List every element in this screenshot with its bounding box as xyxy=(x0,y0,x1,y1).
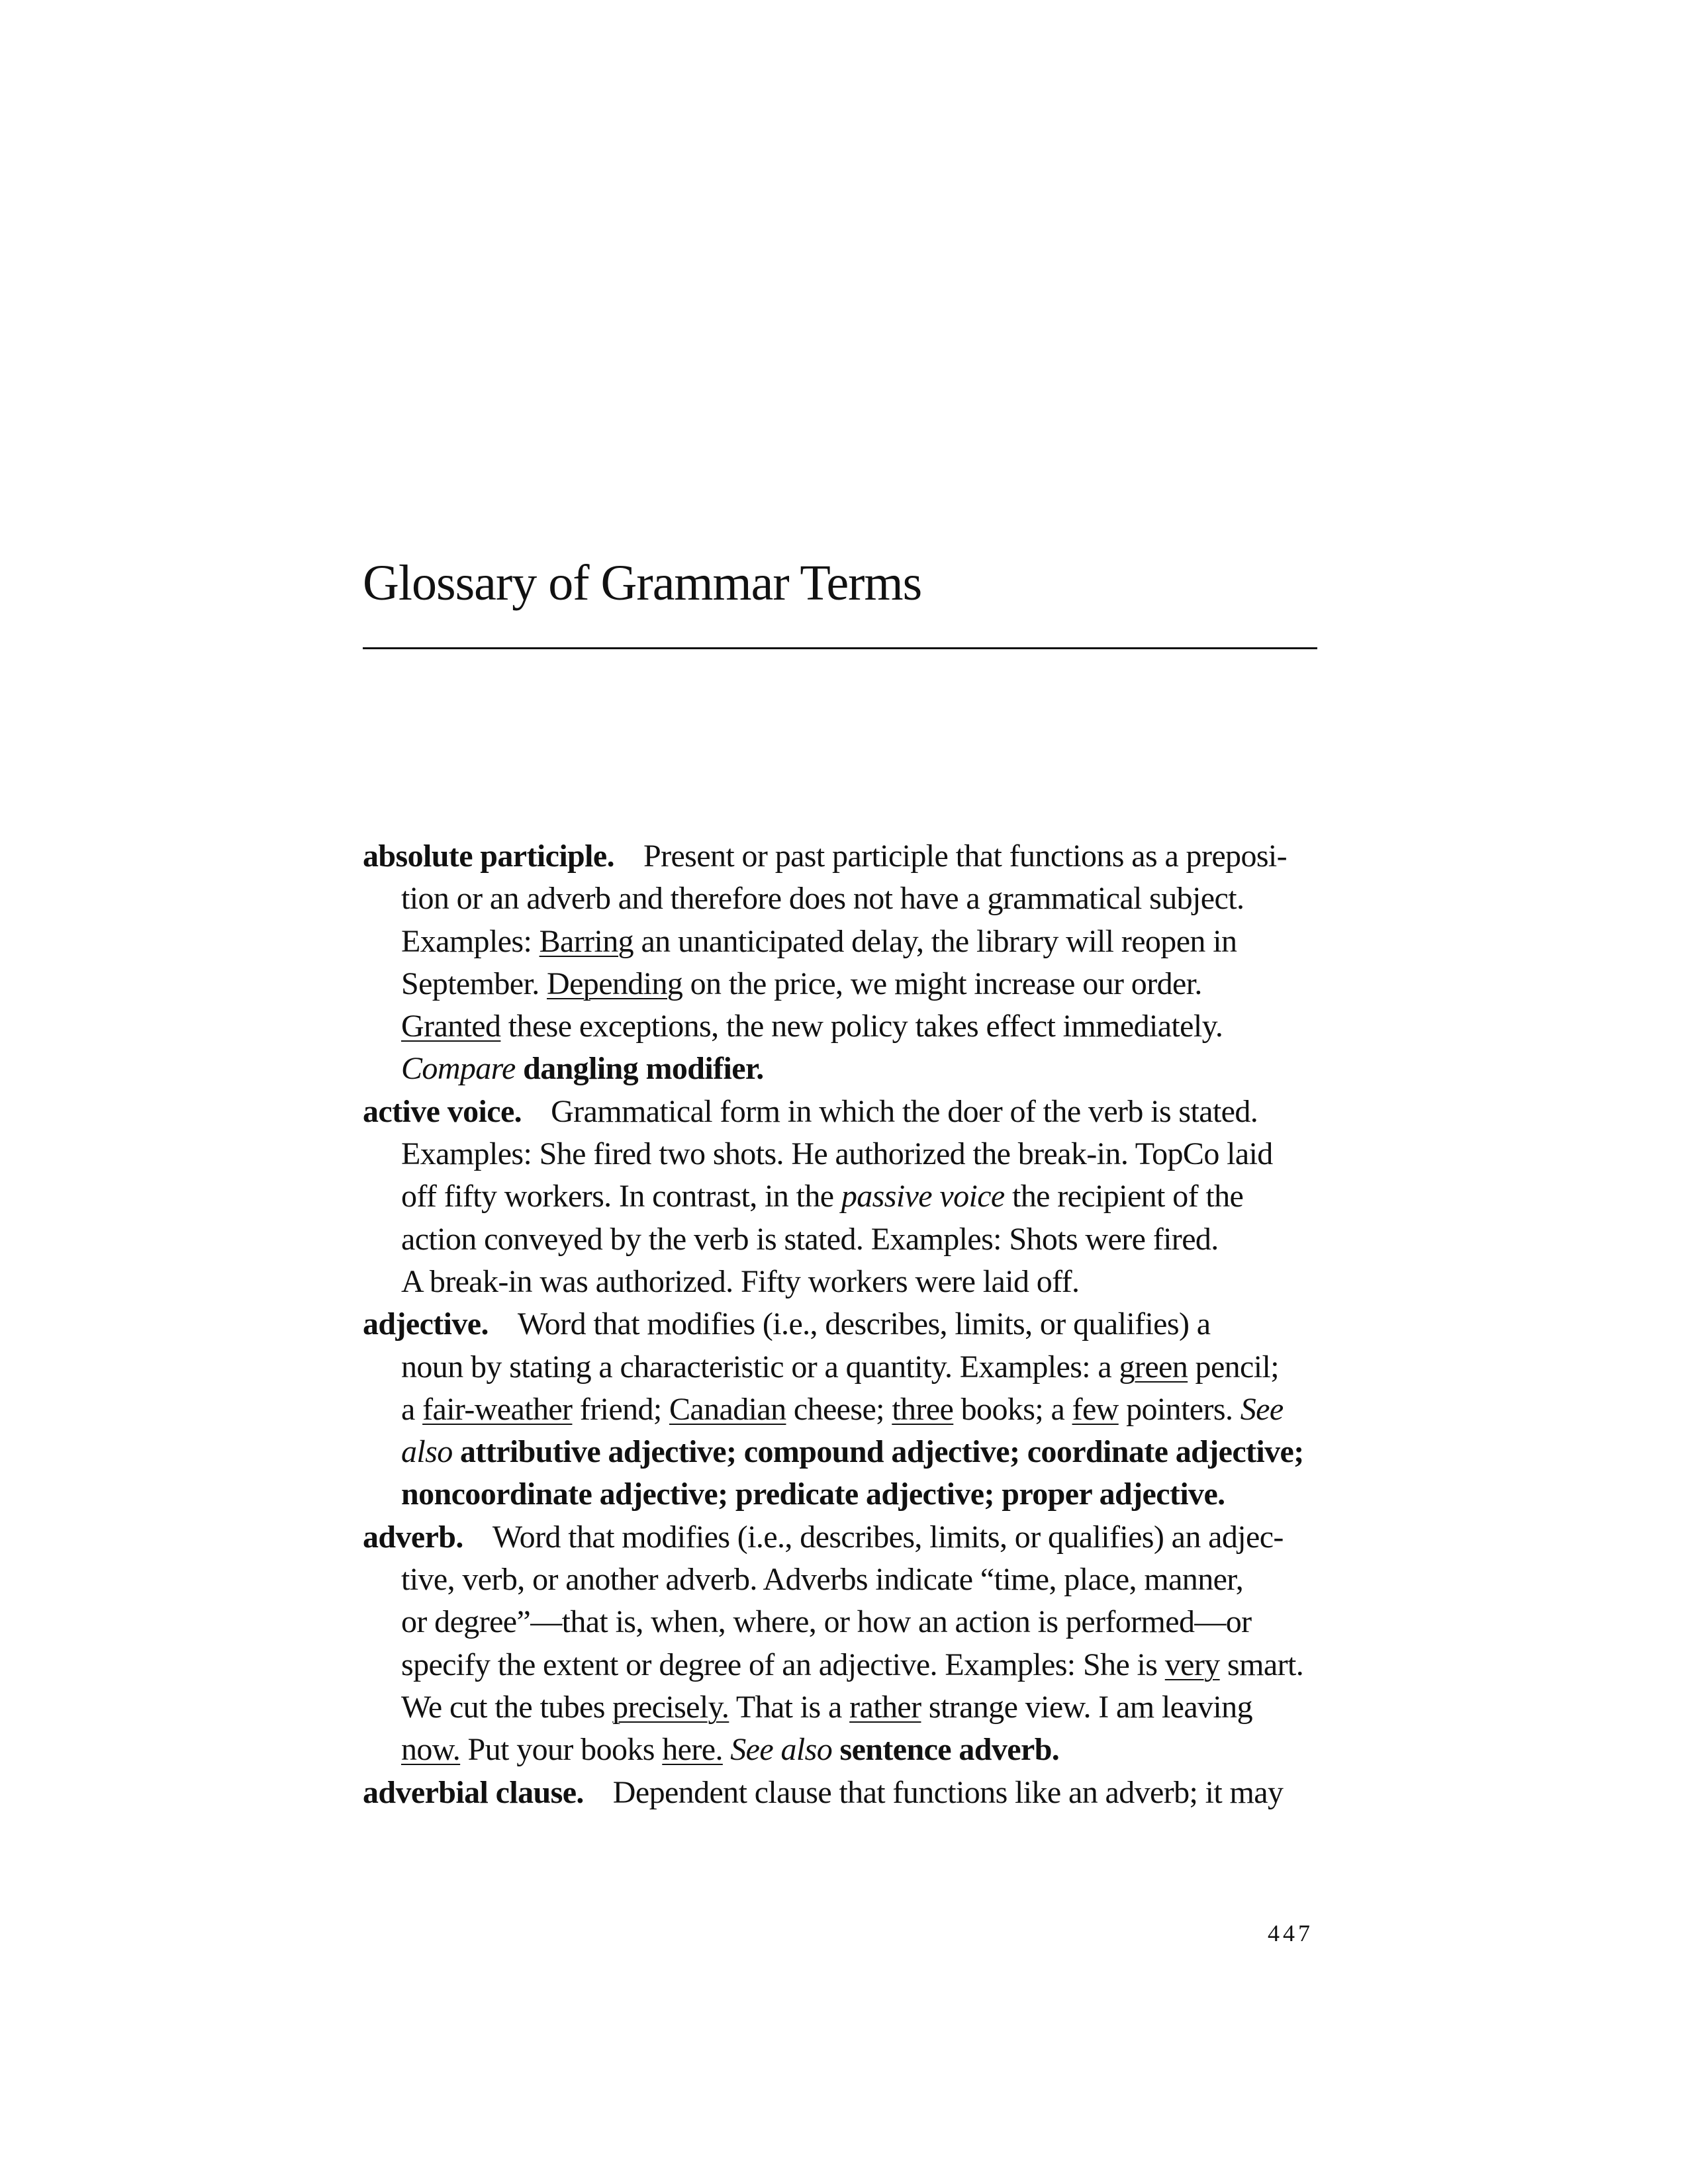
bold-term: sentence adverb. xyxy=(839,1732,1060,1768)
body-text: Present or past participle that functions as a preposi- xyxy=(643,839,1288,874)
body-text: Word that modifies (i.e., describes, limits, or qualifies) an adjec- xyxy=(492,1519,1284,1555)
glossary-entry-line xyxy=(363,1133,1329,1175)
glossary-entry-line xyxy=(363,1686,1329,1729)
glossary-entry-line xyxy=(363,1175,1329,1218)
glossary-entry-start xyxy=(363,1772,1329,1814)
underlined-example: precisely. xyxy=(612,1689,729,1725)
title-rule xyxy=(363,647,1317,649)
body-text: noun by stating a characteristic or a quantity. Examples: a xyxy=(401,1349,1119,1385)
bold-term: attributive adjective; compound adjective; coordinate adjective; xyxy=(460,1434,1304,1470)
bold-term: dangling modifier. xyxy=(523,1051,764,1087)
underlined-example: very xyxy=(1164,1647,1220,1682)
glossary-entry-line xyxy=(363,1218,1329,1261)
body-text: Examples: She fired two shots. He authorized the break-in. TopCo laid xyxy=(401,1136,1273,1172)
bold-term: absolute participle. xyxy=(363,839,614,874)
body-text xyxy=(453,1434,460,1469)
body-text xyxy=(832,1732,839,1767)
glossary-entry-line xyxy=(363,1048,1329,1090)
underlined-example: rather xyxy=(849,1689,921,1725)
body-text: an unanticipated delay, the library will reopen in xyxy=(633,923,1237,959)
body-text: smart. xyxy=(1219,1647,1304,1682)
body-text: the recipient of the xyxy=(1004,1179,1244,1214)
glossary-entry-line xyxy=(363,1346,1329,1388)
underlined-example: Depending xyxy=(547,966,683,1001)
body-text: on the price, we might increase our order. xyxy=(682,966,1202,1001)
glossary-entry-line xyxy=(363,1005,1329,1048)
bold-term: noncoordinate adjective; predicate adjective; proper adjective. xyxy=(401,1477,1225,1512)
body-text: Word that modifies (i.e., describes, limits, or qualifies) a xyxy=(517,1306,1211,1342)
glossary-entry-line xyxy=(363,1388,1329,1431)
body-text: action conveyed by the verb is stated. Examples: Shots were fired. xyxy=(401,1221,1219,1257)
body-text: That is a xyxy=(729,1689,850,1725)
body-text: Grammatical form in which the doer of the verb is stated. xyxy=(551,1093,1258,1129)
glossary-entry-line xyxy=(363,1431,1329,1473)
body-text: pencil; xyxy=(1188,1349,1279,1385)
body-text: off fifty workers. In contrast, in the xyxy=(401,1179,841,1214)
body-text: We cut the tubes xyxy=(401,1689,613,1725)
underlined-example: here. xyxy=(662,1732,723,1768)
italic-text: See also xyxy=(730,1732,833,1768)
page-title: Glossary of Grammar Terms xyxy=(363,555,922,611)
glossary-entry-start xyxy=(363,1303,1329,1345)
underlined-example: Barring xyxy=(539,923,634,959)
italic-text: See xyxy=(1240,1391,1284,1427)
glossary-entry-line xyxy=(363,963,1329,1005)
glossary-entry-line xyxy=(363,1559,1329,1601)
italic-text: passive voice xyxy=(841,1179,1005,1214)
body-text: strange view. I am leaving xyxy=(921,1689,1252,1725)
body-text: tive, verb, or another adverb. Adverbs indicate “time, place, manner, xyxy=(401,1562,1244,1598)
body-text: Examples: xyxy=(401,923,539,959)
glossary-entry-line xyxy=(363,1601,1329,1643)
underlined-example: few xyxy=(1072,1391,1119,1427)
body-text: books; a xyxy=(953,1391,1072,1427)
body-text: cheese; xyxy=(786,1391,892,1427)
body-text: Put your books xyxy=(460,1732,663,1768)
body-text: Dependent clause that functions like an adverb; it may xyxy=(612,1774,1284,1810)
bold-term: adverb. xyxy=(363,1519,463,1555)
underlined-example: now. xyxy=(401,1732,461,1768)
italic-text: Compare xyxy=(401,1051,516,1087)
underlined-example: Canadian xyxy=(669,1391,786,1427)
glossary-entry-start xyxy=(363,1091,1329,1133)
body-text: or degree”—that is, when, where, or how an action is performed—or xyxy=(401,1604,1252,1640)
underlined-example: Granted xyxy=(401,1009,501,1044)
bold-term: active voice. xyxy=(363,1093,522,1129)
glossary-entry-line xyxy=(363,1644,1329,1686)
body-text: specify the extent or degree of an adjective. Examples: She is xyxy=(401,1647,1165,1682)
underlined-example: fair-weather xyxy=(422,1391,573,1427)
body-text xyxy=(723,1732,730,1767)
bold-term: adverbial clause. xyxy=(363,1774,584,1810)
body-text: friend; xyxy=(572,1391,669,1427)
glossary-entry-start xyxy=(363,835,1329,878)
glossary-entry-line xyxy=(363,1261,1329,1303)
body-text: these exceptions, the new policy takes effect immediately. xyxy=(500,1009,1223,1044)
body-text: a xyxy=(401,1391,423,1427)
page-number: 447 xyxy=(1268,1920,1313,1946)
body-text: tion or an adverb and therefore does not have a grammatical subject. xyxy=(401,881,1244,917)
italic-text: also xyxy=(401,1434,453,1470)
body-text: September. xyxy=(401,966,547,1001)
underlined-example: three xyxy=(892,1391,954,1427)
glossary-entry-line xyxy=(363,1729,1329,1771)
glossary-entry-line xyxy=(363,878,1329,920)
glossary-entry-line xyxy=(363,921,1329,963)
body-text: pointers. xyxy=(1118,1391,1241,1427)
bold-term: adjective. xyxy=(363,1306,489,1342)
glossary-entry-start xyxy=(363,1516,1329,1559)
body-text: A break-in was authorized. Fifty workers were laid off. xyxy=(401,1263,1080,1299)
body-text xyxy=(516,1051,523,1086)
underlined-example: green xyxy=(1119,1349,1188,1385)
glossary-entry-line xyxy=(363,1473,1329,1516)
glossary-body xyxy=(363,835,1329,1814)
